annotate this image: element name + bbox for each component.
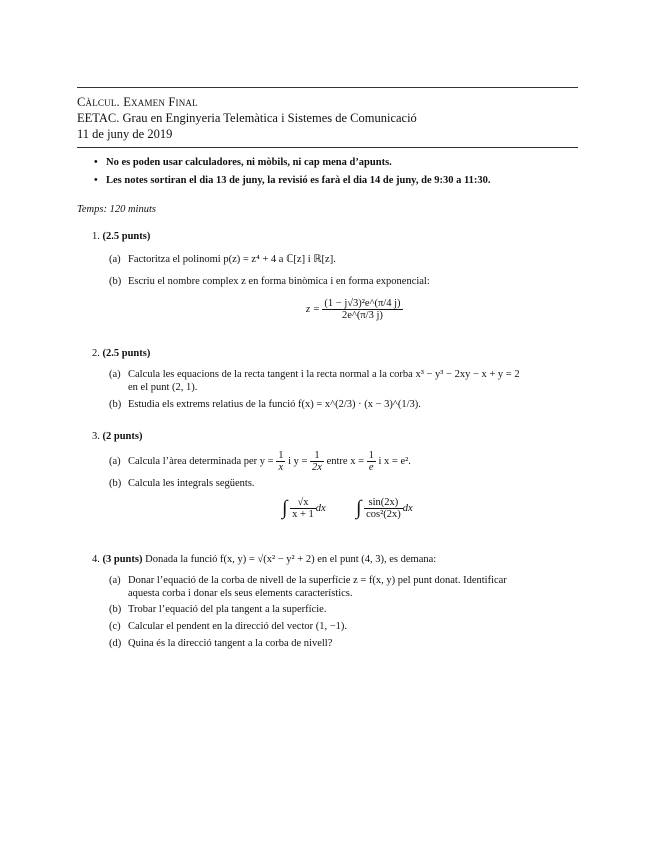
fraction: $\frac{1}{x}$ xyxy=(278,450,284,473)
fraction: $\frac{1}{2x}$ xyxy=(312,450,322,473)
integral-sign-icon: ∫ xyxy=(356,497,362,519)
question-points: (2.5 punts) xyxy=(102,348,151,359)
question-1a: (a) Factoritza el polinomi p(z) = z⁴ + 4 a ℂ[z] i ℝ[z]. xyxy=(109,254,336,265)
exam-name: Examen Final xyxy=(123,95,198,109)
formula-numerator: (1 − j√3)²e^(π/4 j) xyxy=(324,298,401,309)
bullet-icon: • xyxy=(94,157,98,168)
time-note: Temps: 120 minuts xyxy=(77,204,156,215)
rule-item: • No es poden usar calculadores, ni mòbils, ni cap mena d’apunts. xyxy=(94,157,392,168)
question-4b: (b) Trobar l’equació del pla tangent a la superfície. xyxy=(109,604,327,615)
question-4a-continuation: aquesta corba i donar els seus elements característics. xyxy=(128,588,353,599)
question-4d: (d) Quina és la direcció tangent a la corba de nivell? xyxy=(109,638,333,649)
course-name: Càlcul xyxy=(77,95,117,109)
question-3b: (b) Calcula les integrals següents. xyxy=(109,478,255,489)
question-3a: (a) Calcula l’àrea determinada per y = $\frac{1}{x}$ i y = $\frac{1}{2x}$ entre x = $\frac{1}{e}$ i x = e². xyxy=(109,450,411,473)
question-1-heading: 1. (2.5 punts) xyxy=(92,231,151,242)
bullet-icon: • xyxy=(94,175,98,186)
question-2-heading: 2. (2.5 punts) xyxy=(92,348,151,359)
integral-sign-icon: ∫ xyxy=(282,497,288,519)
question-4-intro: Donada la funció f(x, y) = √(x² − y² + 2) en el punt (4, 3), es demana: xyxy=(145,554,437,565)
question-points: (2.5 punts) xyxy=(102,231,151,242)
rule-item: • Les notes sortiran el dia 13 de juny, la revisió es farà el dia 14 de juny, de 9:30 a 11:30. xyxy=(94,175,491,186)
question-points: (3 punts) xyxy=(102,554,143,565)
question-2a-continuation: en el punt (2, 1). xyxy=(128,382,198,393)
question-1b: (b) Escriu el nombre complex z en forma binòmica i en forma exponencial: xyxy=(109,276,430,287)
question-2b: (b) Estudia els extrems relatius de la funció f(x) = x^(2/3) · (x − 3)^(1/3). xyxy=(109,399,421,410)
exam-date: 11 de juny de 2019 xyxy=(77,127,173,141)
exam-title: Càlcul. Examen Final xyxy=(77,95,198,109)
integral-2: ∫ $\frac{\sin(2x)}{\text{cos²(2x)}}$ dx xyxy=(356,497,413,520)
question-3-heading: 3. (2 punts) xyxy=(92,431,143,442)
question-points: (2 punts) xyxy=(102,431,143,442)
fraction: $\frac{1}{e}$ xyxy=(368,450,374,473)
question-4c: (c) Calcular el pendent en la direcció del vector (1, −1). xyxy=(109,621,348,632)
degree-subtitle: EETAC. Grau en Enginyeria Telemàtica i Sistemes de Comunicació xyxy=(77,111,417,125)
top-rule xyxy=(77,87,578,88)
formula-denominator: 2e^(π/3 j) xyxy=(342,310,383,321)
question-4a: (a) Donar l’equació de la corba de nivell de la superfície z = f(x, y) pel punt donat. Identificar xyxy=(109,575,507,586)
header-bottom-rule xyxy=(77,147,578,148)
complex-number-formula: z = $\frac{\text{(1 − j√3)²e\textasciicircum{}(π/4 j)}}{2e\^{}(\pi/3 j)}$ xyxy=(306,298,401,321)
question-4-heading: 4. (3 punts) Donada la funció f(x, y) = √(x² − y² + 2) en el punt (4, 3), es demana: xyxy=(92,554,437,565)
question-2a: (a) Calcula les equacions de la recta tangent i la recta normal a la corba x³ − y³ − 2xy − x + y = 2 xyxy=(109,369,520,380)
integral-1: ∫ $\frac{√x}{x + 1}$ dx xyxy=(282,497,326,520)
